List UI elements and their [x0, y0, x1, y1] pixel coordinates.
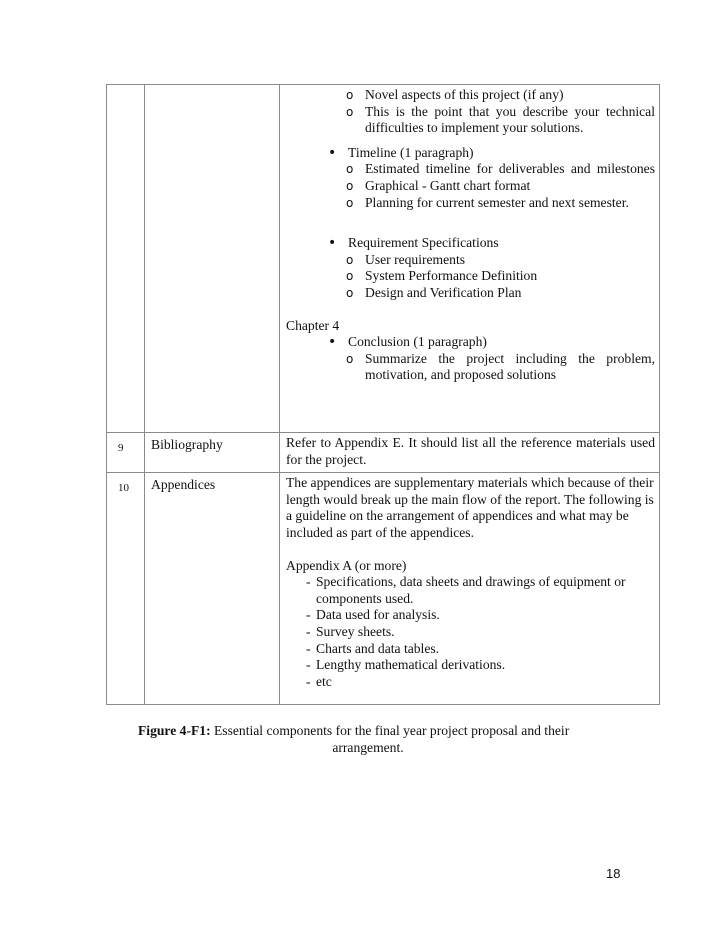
- table-row: [107, 433, 660, 473]
- requirements-bullet: • Requirement Specifications: [328, 235, 499, 252]
- row-title-cell: [145, 85, 280, 433]
- list-item: - Survey sheets.: [306, 623, 395, 639]
- row-title-cell: Appendices: [145, 473, 280, 705]
- components-table: [106, 84, 660, 705]
- list-item: - Specifications, data sheets and drawings of equipment or components used.: [306, 574, 626, 606]
- figure-caption: [138, 722, 598, 756]
- list-item: - Lengthy mathematical derivations.: [306, 657, 506, 673]
- page-number: 18: [606, 866, 621, 881]
- list-item: o Estimated timeline for deliverables and milestones: [346, 161, 655, 177]
- conclusion-bullet: • Conclusion (1 paragraph): [328, 334, 487, 351]
- chapter-heading: Chapter 4: [286, 317, 340, 333]
- row-title-cell: Bibliography: [145, 433, 280, 473]
- list-item: - etc: [306, 673, 332, 689]
- list-item: o Planning for current semester and next semester.: [346, 194, 629, 210]
- row-number-cell: [107, 85, 145, 433]
- appendices-description: The appendices are supplementary materials which because of their length would break up the main flow of the report. The following is a guideline on the arrangement of appendices and what may be included as part of the appendices.: [286, 475, 654, 540]
- row-number-cell: 9: [107, 433, 145, 473]
- list-item: o Summarize the project including the problem, motivation, and proposed solutions: [346, 350, 655, 383]
- caption-text-line1: Essential components for the final year project proposal and their: [210, 723, 570, 738]
- list-item: o Design and Verification Plan: [346, 284, 522, 300]
- figure-label: Figure 4-F1:: [138, 723, 211, 738]
- table-row: [107, 85, 660, 433]
- list-item: - Data used for analysis.: [306, 607, 440, 623]
- list-item: - Charts and data tables.: [306, 640, 440, 656]
- timeline-bullet: • Timeline (1 paragraph): [328, 144, 474, 161]
- appendix-a-heading: Appendix A (or more): [286, 557, 407, 573]
- table-row: [107, 473, 660, 705]
- list-item: o System Performance Definition: [346, 268, 538, 284]
- list-item: o Novel aspects of this project (if any): [346, 87, 564, 102]
- list-item: o This is the point that you describe your technical difficulties to implement your solutions.: [346, 103, 655, 136]
- row-description-cell: Refer to Appendix E. It should list all the reference materials used for the project.: [280, 433, 660, 473]
- list-item: o Graphical - Gantt chart format: [346, 177, 531, 193]
- list-item: o User requirements: [346, 251, 466, 267]
- row-description-cell: [280, 85, 660, 433]
- row-description-cell: [280, 473, 660, 705]
- row-number-cell: 10: [107, 473, 145, 705]
- caption-text-line2: arrangement.: [332, 740, 404, 755]
